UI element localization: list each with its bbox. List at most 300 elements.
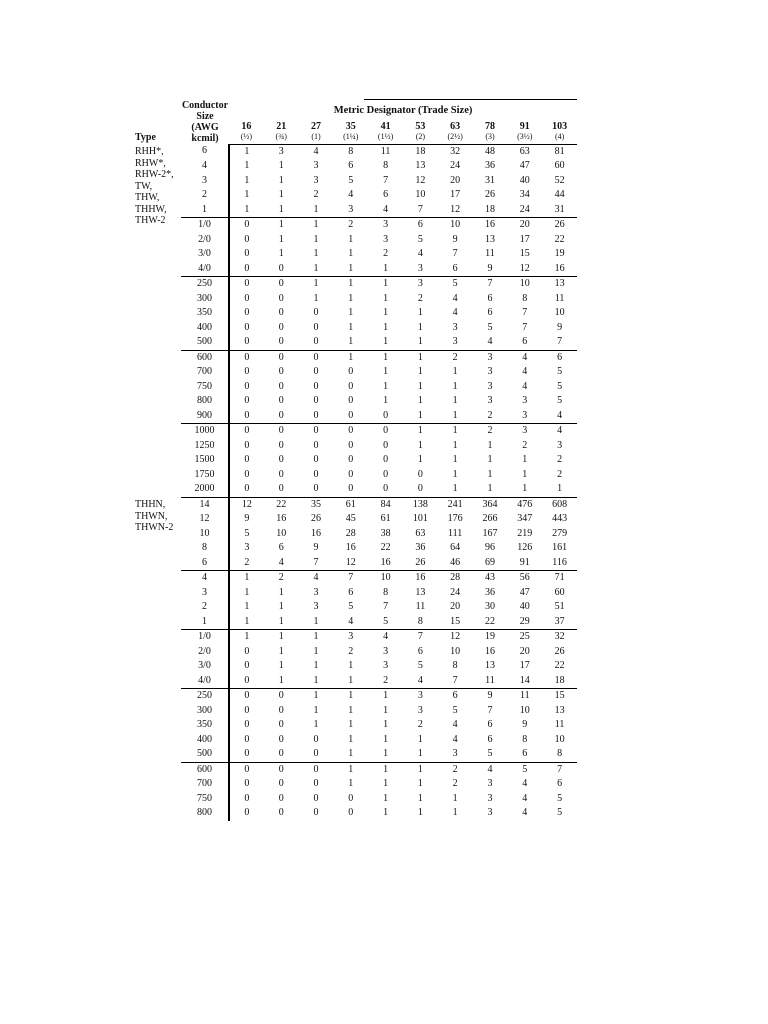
trade-size-header	[473, 121, 508, 144]
conductor-size-cell: 1/0	[181, 218, 229, 233]
fill-count-cell: 2	[557, 468, 563, 480]
fill-count-cell: 16	[473, 218, 508, 233]
conductor-type-label: THW-2	[135, 215, 166, 226]
fill-count-cell: 45	[345, 513, 356, 524]
fill-count-cell: 7	[383, 174, 389, 186]
fill-count-cell: 0	[278, 483, 284, 494]
fill-count-cell: 1	[278, 601, 284, 612]
fill-count-cell: 0	[313, 483, 319, 494]
fill-count-cell: 0	[278, 380, 284, 392]
fill-count-cell: 1	[368, 277, 403, 292]
table-row	[135, 762, 577, 777]
trade-size: (1)	[311, 132, 321, 141]
fill-count-cell: 3	[403, 689, 438, 704]
table-row	[135, 439, 577, 454]
table-row	[135, 586, 577, 601]
fill-count-cell: 476	[507, 497, 542, 512]
fill-count-cell: 0	[244, 778, 250, 789]
fill-count-cell: 1	[452, 395, 458, 406]
fill-count-cell: 1	[383, 395, 389, 406]
fill-count-cell: 1	[313, 704, 319, 716]
conductor-size-cell: 1750	[181, 468, 229, 483]
fill-count-cell: 1	[452, 439, 458, 451]
fill-count-cell: 0	[313, 409, 319, 421]
fill-count-cell: 3	[348, 203, 354, 215]
fill-count-cell: 44	[554, 189, 565, 200]
metric-designator: 53	[415, 121, 426, 132]
fill-count-cell: 1	[417, 321, 423, 333]
fill-count-cell: 8	[383, 586, 389, 598]
fill-count-cell: 69	[484, 556, 495, 568]
fill-count-cell: 1	[244, 174, 250, 186]
conductor-size-cell: 1/0	[181, 630, 229, 645]
fill-count-cell: 1	[264, 218, 299, 233]
fill-count-cell: 0	[383, 468, 389, 480]
fill-count-cell: 15	[542, 689, 577, 704]
fill-count-cell: 7	[452, 674, 458, 686]
fill-count-cell: 8	[522, 733, 528, 745]
trade-size: (¾)	[275, 132, 287, 141]
fill-count-cell: 0	[244, 468, 250, 480]
fill-count-cell: 4	[313, 145, 319, 157]
fill-count-cell: 4	[522, 807, 528, 818]
fill-count-cell: 1	[417, 366, 423, 377]
fill-count-cell: 19	[473, 630, 508, 645]
conductor-size-cell: 14	[181, 497, 229, 512]
fill-count-cell: 2	[383, 674, 389, 686]
fill-count-cell: 6	[348, 160, 354, 171]
fill-count-cell: 0	[348, 439, 354, 451]
fill-count-cell: 0	[348, 483, 354, 494]
fill-count-cell: 51	[554, 601, 565, 612]
fill-count-cell: 1	[383, 807, 389, 818]
conductor-size-cell: 3	[181, 174, 229, 189]
fill-count-cell: 6	[542, 350, 577, 365]
fill-count-cell: 0	[313, 468, 319, 480]
table-row	[135, 380, 577, 395]
fill-count-cell: 6	[452, 262, 458, 274]
fill-count-cell: 2	[473, 424, 508, 439]
table-row	[135, 615, 577, 630]
fill-count-cell: 1	[368, 762, 403, 777]
metric-designator: 63	[450, 121, 461, 132]
fill-count-cell: 17	[450, 189, 461, 200]
fill-count-cell: 0	[313, 395, 319, 406]
fill-count-cell: 1	[264, 630, 299, 645]
trade-size: (3½)	[517, 132, 533, 141]
metric-designator: 103	[552, 121, 568, 132]
conductor-size-cell: 500	[181, 335, 229, 350]
conductor-size-cell: 800	[181, 394, 229, 409]
conductor-size-cell: 2000	[181, 482, 229, 497]
type-column-header: Type	[135, 132, 156, 143]
fill-count-cell: 0	[244, 454, 250, 465]
fill-count-cell: 1	[452, 807, 458, 818]
fill-count-cell: 1	[313, 203, 319, 215]
conduit-fill-table	[135, 99, 577, 821]
table-row	[135, 747, 577, 762]
fill-count-cell: 1	[417, 778, 423, 789]
fill-count-cell: 10	[450, 645, 461, 657]
fill-count-cell: 16	[345, 542, 356, 553]
fill-count-cell: 4	[452, 719, 458, 730]
fill-count-cell: 5	[557, 366, 563, 377]
fill-count-cell: 52	[554, 174, 565, 186]
fill-count-cell: 1	[417, 733, 423, 745]
fill-count-cell: 1	[417, 792, 423, 804]
fill-count-cell: 0	[383, 483, 389, 494]
conductor-size-cell: 1000	[181, 424, 229, 439]
table-row	[135, 365, 577, 380]
conductor-size-cell: 8	[181, 541, 229, 556]
fill-count-cell: 1	[348, 248, 354, 259]
fill-count-cell: 35	[299, 497, 334, 512]
fill-count-cell: 12	[345, 556, 356, 568]
fill-count-cell: 8	[383, 160, 389, 171]
fill-count-cell: 138	[403, 497, 438, 512]
fill-count-cell: 5	[383, 615, 389, 627]
fill-count-cell: 10	[438, 218, 473, 233]
fill-count-cell: 1	[522, 454, 528, 465]
fill-count-cell: 1	[417, 395, 423, 406]
table-row	[135, 262, 577, 277]
size-label-line: Size	[196, 111, 214, 122]
fill-count-cell: 0	[313, 807, 319, 818]
fill-count-cell: 7	[522, 321, 528, 333]
fill-count-cell: 0	[278, 336, 284, 347]
fill-count-cell: 16	[554, 262, 565, 274]
fill-count-cell: 1	[244, 203, 250, 215]
fill-count-cell: 17	[519, 660, 530, 671]
fill-count-cell: 7	[333, 571, 368, 586]
fill-count-cell: 1	[278, 174, 284, 186]
conductor-type-label: THW,	[135, 192, 160, 203]
fill-count-cell: 1	[348, 704, 354, 716]
fill-count-cell: 8	[522, 292, 528, 304]
conductor-size-cell: 6	[181, 144, 229, 159]
fill-count-cell: 3	[383, 660, 389, 671]
fill-count-cell: 5	[348, 174, 354, 186]
fill-count-cell: 1	[278, 189, 284, 200]
fill-count-cell: 14	[519, 674, 530, 686]
table-row	[135, 321, 577, 336]
fill-count-cell: 22	[380, 542, 391, 553]
conductor-size-cell: 10	[181, 527, 229, 542]
trade-size: (½)	[240, 132, 253, 141]
fill-count-cell: 7	[383, 601, 389, 612]
fill-count-cell: 47	[519, 160, 530, 171]
fill-count-cell: 1	[452, 454, 458, 465]
fill-count-cell: 6	[403, 218, 438, 233]
fill-count-cell: 0	[313, 748, 319, 759]
fill-count-cell: 1	[278, 160, 284, 171]
fill-count-cell: 1	[438, 424, 473, 439]
fill-count-cell: 0	[244, 321, 250, 333]
fill-count-cell: 7	[313, 556, 319, 568]
fill-count-cell: 3	[383, 233, 389, 245]
fill-count-cell: 1	[348, 660, 354, 671]
conductor-size-cell: 1	[181, 203, 229, 218]
conductor-size-cell: 1250	[181, 439, 229, 454]
fill-count-cell: 6	[417, 645, 423, 657]
fill-count-cell: 22	[484, 615, 495, 627]
fill-count-cell: 6	[278, 542, 284, 553]
fill-count-cell: 13	[484, 233, 495, 245]
table-header	[135, 99, 577, 144]
table-row	[135, 541, 577, 556]
fill-count-cell: 1	[383, 366, 389, 377]
fill-count-cell: 1	[383, 262, 389, 274]
fill-count-cell: 5	[557, 395, 563, 406]
fill-count-cell: 1	[278, 586, 284, 598]
fill-count-cell: 1	[244, 586, 250, 598]
fill-count-cell: 10	[519, 704, 530, 716]
fill-count-cell: 16	[310, 527, 321, 539]
fill-count-cell: 5	[507, 762, 542, 777]
fill-count-cell: 0	[264, 277, 299, 292]
conductor-size-cell: 3/0	[181, 659, 229, 674]
table-row	[135, 630, 577, 645]
conductor-size-cell: 350	[181, 718, 229, 733]
trade-size: (2½)	[447, 132, 463, 141]
table-row	[135, 424, 577, 439]
fill-count-cell: 60	[554, 160, 565, 171]
fill-count-cell: 1	[368, 350, 403, 365]
fill-count-cell: 20	[519, 645, 530, 657]
fill-count-cell: 1	[348, 733, 354, 745]
trade-size-header	[333, 121, 368, 144]
fill-count-cell: 3	[487, 380, 493, 392]
fill-count-cell: 11	[485, 674, 495, 686]
fill-count-cell: 0	[264, 424, 299, 439]
fill-count-cell: 1	[313, 719, 319, 730]
conductor-size-cell: 4	[181, 159, 229, 174]
fill-count-cell: 9	[473, 689, 508, 704]
header-top-rule	[364, 99, 577, 100]
fill-count-cell: 5	[557, 807, 563, 818]
fill-count-cell: 2	[417, 292, 423, 304]
fill-count-cell: 1	[403, 424, 438, 439]
fill-count-cell: 1	[333, 277, 368, 292]
fill-count-cell: 2	[452, 778, 458, 789]
fill-count-cell: 13	[484, 660, 495, 671]
fill-count-cell: 1	[452, 792, 458, 804]
fill-count-cell: 1	[452, 468, 458, 480]
fill-count-cell: 36	[484, 160, 495, 171]
fill-count-cell: 0	[348, 807, 354, 818]
fill-count-cell: 1	[278, 615, 284, 627]
fill-count-cell: 0	[278, 321, 284, 333]
fill-count-cell: 5	[487, 748, 493, 759]
fill-count-cell: 1	[417, 748, 423, 759]
fill-count-cell: 0	[278, 704, 284, 716]
fill-count-cell: 1	[383, 336, 389, 347]
fill-count-cell: 6	[383, 189, 389, 200]
fill-count-cell: 1	[299, 630, 334, 645]
fill-count-cell: 1	[348, 233, 354, 245]
fill-count-cell: 13	[554, 704, 565, 716]
fill-count-cell: 1	[383, 292, 389, 304]
fill-count-cell: 22	[554, 660, 565, 671]
fill-count-cell: 1	[313, 660, 319, 671]
fill-count-cell: 1	[383, 792, 389, 804]
fill-count-cell: 3	[473, 350, 508, 365]
conductor-type-label: THHN,	[135, 499, 166, 510]
fill-count-cell: 0	[299, 762, 334, 777]
fill-count-cell: 71	[542, 571, 577, 586]
fill-count-cell: 2	[313, 189, 319, 200]
trade-size: (3)	[485, 132, 495, 141]
fill-count-cell: 13	[415, 160, 426, 171]
fill-count-cell: 1	[403, 762, 438, 777]
fill-count-cell: 30	[484, 601, 495, 612]
table-row	[135, 659, 577, 674]
fill-count-cell: 1	[348, 748, 354, 759]
fill-count-cell: 0	[229, 762, 264, 777]
fill-count-cell: 167	[482, 527, 498, 539]
fill-count-cell: 11	[380, 145, 391, 157]
fill-count-cell: 0	[244, 719, 250, 730]
fill-count-cell: 0	[417, 483, 423, 494]
trade-size-header	[299, 121, 334, 144]
fill-count-cell: 1	[278, 233, 284, 245]
fill-count-cell: 0	[383, 409, 389, 421]
fill-count-cell: 1	[522, 468, 528, 480]
conductor-size-cell: 2/0	[181, 233, 229, 248]
fill-count-cell: 4	[522, 366, 528, 377]
fill-count-cell: 116	[552, 556, 567, 568]
fill-count-cell: 3	[333, 630, 368, 645]
conductor-size-column-header	[181, 99, 229, 144]
table-row	[135, 689, 577, 704]
table-row	[135, 468, 577, 483]
fill-count-cell: 96	[484, 542, 495, 553]
fill-count-cell: 11	[554, 292, 565, 304]
metric-designator: 78	[484, 121, 495, 132]
fill-count-cell: 0	[244, 439, 250, 451]
fill-count-cell: 279	[552, 527, 568, 539]
fill-count-cell: 3	[417, 262, 423, 274]
conductor-size-cell: 250	[181, 689, 229, 704]
fill-count-cell: 0	[278, 439, 284, 451]
fill-count-cell: 4	[348, 615, 354, 627]
fill-count-cell: 13	[415, 586, 426, 598]
fill-count-cell: 4	[487, 336, 493, 347]
fill-count-cell: 1	[383, 748, 389, 759]
fill-count-cell: 3	[313, 586, 319, 598]
fill-count-cell: 1	[383, 704, 389, 716]
conductor-size-cell: 500	[181, 747, 229, 762]
fill-count-cell: 26	[415, 556, 426, 568]
fill-count-cell: 8	[348, 145, 354, 157]
fill-count-cell: 2	[438, 350, 473, 365]
table-row	[135, 600, 577, 615]
fill-count-cell: 1	[452, 380, 458, 392]
fill-count-cell: 15	[519, 248, 530, 259]
table-row	[135, 674, 577, 689]
fill-count-cell: 0	[229, 424, 264, 439]
fill-count-cell: 3	[522, 395, 528, 406]
fill-count-cell: 1	[417, 380, 423, 392]
fill-count-cell: 0	[278, 454, 284, 465]
fill-count-cell: 10	[415, 189, 426, 200]
fill-count-cell: 1	[348, 778, 354, 789]
fill-count-cell: 5	[557, 380, 563, 392]
fill-count-cell: 2	[264, 571, 299, 586]
fill-count-cell: 443	[552, 513, 568, 524]
fill-count-cell: 9	[487, 262, 493, 274]
fill-count-cell: 4	[278, 556, 284, 568]
fill-count-cell: 1	[244, 601, 250, 612]
fill-count-cell: 1	[487, 454, 493, 465]
fill-count-cell: 1	[417, 454, 423, 465]
fill-count-cell: 0	[278, 307, 284, 318]
fill-count-cell: 0	[278, 409, 284, 421]
fill-count-cell: 63	[415, 527, 426, 539]
fill-count-cell: 22	[554, 233, 565, 245]
fill-count-cell: 0	[244, 645, 250, 657]
fill-count-cell: 37	[554, 615, 565, 627]
trade-size-header	[229, 121, 264, 144]
fill-count-cell: 16	[380, 556, 391, 568]
fill-count-cell: 0	[244, 248, 250, 259]
conductor-type-label: THWN-2	[135, 522, 174, 533]
fill-count-cell: 1	[417, 336, 423, 347]
metric-designator: 27	[310, 121, 321, 132]
table-row	[135, 174, 577, 189]
metric-designator-title: Metric Designator (Trade Size)	[333, 104, 473, 116]
table-row	[135, 806, 577, 821]
fill-count-cell: 101	[412, 513, 428, 524]
fill-count-cell: 241	[438, 497, 473, 512]
fill-count-cell: 3	[452, 336, 458, 347]
fill-count-cell: 1	[417, 439, 423, 451]
fill-count-cell: 1	[383, 321, 389, 333]
table-row	[135, 277, 577, 292]
fill-count-cell: 1	[383, 307, 389, 318]
fill-count-cell: 1	[244, 160, 250, 171]
table-row	[135, 203, 577, 218]
fill-count-cell: 4	[299, 571, 334, 586]
fill-count-cell: 1	[383, 719, 389, 730]
conductor-size-cell: 4/0	[181, 674, 229, 689]
table-row	[135, 777, 577, 792]
fill-count-cell: 0	[244, 366, 250, 377]
conductor-size-cell: 12	[181, 512, 229, 527]
fill-count-cell: 8	[557, 748, 563, 759]
fill-count-cell: 1	[333, 689, 368, 704]
fill-count-cell: 1	[383, 380, 389, 392]
fill-count-cell: 12	[415, 174, 426, 186]
fill-count-cell: 48	[484, 145, 495, 157]
fill-count-cell: 6	[487, 292, 493, 304]
trade-size: (1¼)	[343, 132, 359, 141]
fill-count-cell: 0	[313, 454, 319, 465]
fill-count-cell: 126	[517, 542, 533, 553]
fill-count-cell: 81	[554, 145, 565, 157]
fill-count-cell: 5	[348, 601, 354, 612]
fill-count-cell: 5	[417, 233, 423, 245]
fill-count-cell: 7	[452, 248, 458, 259]
conductor-size-cell: 900	[181, 409, 229, 424]
conductor-size-cell: 300	[181, 704, 229, 719]
fill-count-cell: 4	[383, 203, 389, 215]
fill-count-cell: 12	[229, 497, 264, 512]
fill-count-cell: 1	[348, 262, 354, 274]
conductor-size-cell: 800	[181, 806, 229, 821]
fill-count-cell: 11	[485, 248, 495, 259]
conductor-size-cell: 400	[181, 733, 229, 748]
